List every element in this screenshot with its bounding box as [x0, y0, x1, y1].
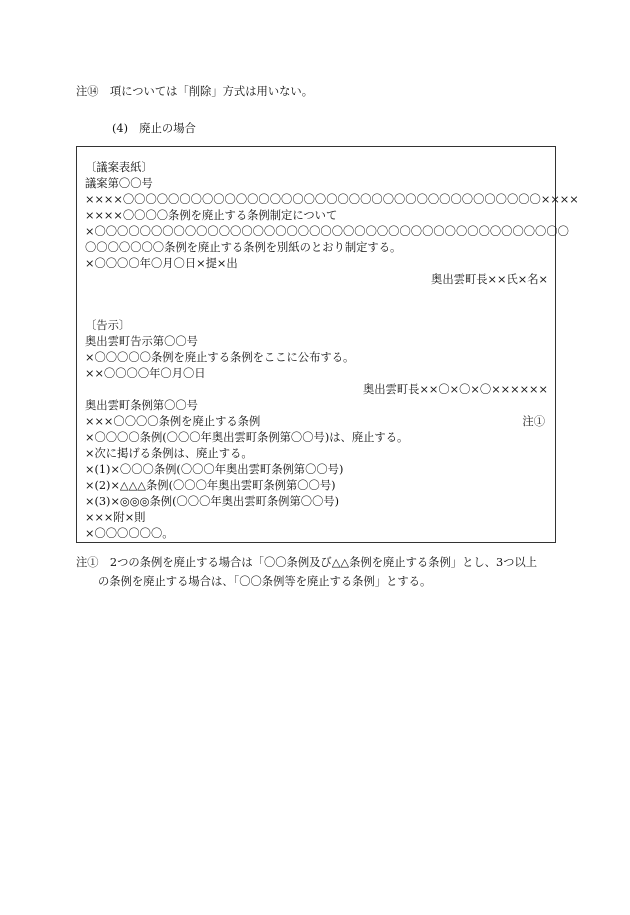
proposal-line-4: 〇〇〇〇〇〇〇条例を廃止する条例を別紙のとおり制定する。 — [85, 241, 402, 254]
notice-label: 〔告示〕 — [85, 319, 131, 332]
ordinance-item-3: ×(3)×◎◎◎条例(〇〇〇年奥出雲町条例第〇〇号) — [85, 495, 340, 508]
proposal-date: ×〇〇〇〇年〇月〇日×提×出 — [85, 257, 238, 270]
ordinance-title: ×××〇〇〇〇条例を廃止する条例 — [85, 415, 261, 428]
notice-body: ×〇〇〇〇〇条例を廃止する条例をここに公布する。 — [85, 351, 355, 364]
section-heading: (4) 廃止の場合 — [112, 122, 196, 135]
proposal-line-2: ××××〇〇〇〇条例を廃止する条例制定について — [85, 209, 338, 222]
proposal-signature: 奥出雲町長××氏×名× — [431, 273, 548, 286]
ordinance-title-note: 注① — [522, 415, 545, 428]
example-frame — [76, 146, 579, 543]
notice-signature: 奥出雲町長××〇×〇×〇×××××× — [362, 383, 548, 396]
supplement-heading: ×××附×則 — [85, 511, 146, 524]
notice-date: ××〇〇〇〇年〇月〇日 — [85, 367, 206, 380]
note-1-line-1: 注① 2つの条例を廃止する場合は「〇〇条例及び△△条例を廃止する条例」とし、3つ以上 — [76, 556, 538, 569]
proposal-label: 〔議案表紙〕 — [85, 161, 153, 174]
notice-number: 奥出雲町告示第〇〇号 — [85, 335, 198, 348]
note-14: 注⑭ 項については「削除」方式は用いない。 — [76, 85, 314, 98]
ordinance-line-2: ×次に掲げる条例は、廃止する。 — [85, 447, 253, 460]
note-1-line-2: の条例を廃止する場合は、「〇〇条例等を廃止する条例」とする。 — [98, 575, 432, 588]
ordinance-number: 奥出雲町条例第〇〇号 — [85, 399, 198, 412]
proposal-line-1: ××××〇〇〇〇〇〇〇〇〇〇〇〇〇〇〇〇〇〇〇〇〇〇〇〇〇〇〇〇〇〇〇〇〇〇〇〇〇×××× — [85, 193, 579, 206]
supplement-text: ×〇〇〇〇〇〇。 — [85, 527, 174, 540]
ordinance-item-1: ×(1)×〇〇〇条例(〇〇〇年奥出雲町条例第〇〇号) — [85, 463, 344, 476]
proposal-line-3: ×〇〇〇〇〇〇〇〇〇〇〇〇〇〇〇〇〇〇〇〇〇〇〇〇〇〇〇〇〇〇〇〇〇〇〇〇〇〇〇〇〇〇 — [85, 225, 569, 238]
proposal-number: 議案第〇〇号 — [85, 177, 153, 190]
note-1 — [76, 553, 556, 591]
ordinance-item-2: ×(2)×△△△条例(〇〇〇年奥出雲町条例第〇〇号) — [85, 479, 336, 492]
ordinance-line-1: ×〇〇〇〇条例(〇〇〇年奥出雲町条例第〇〇号)は、廃止する。 — [85, 431, 409, 444]
